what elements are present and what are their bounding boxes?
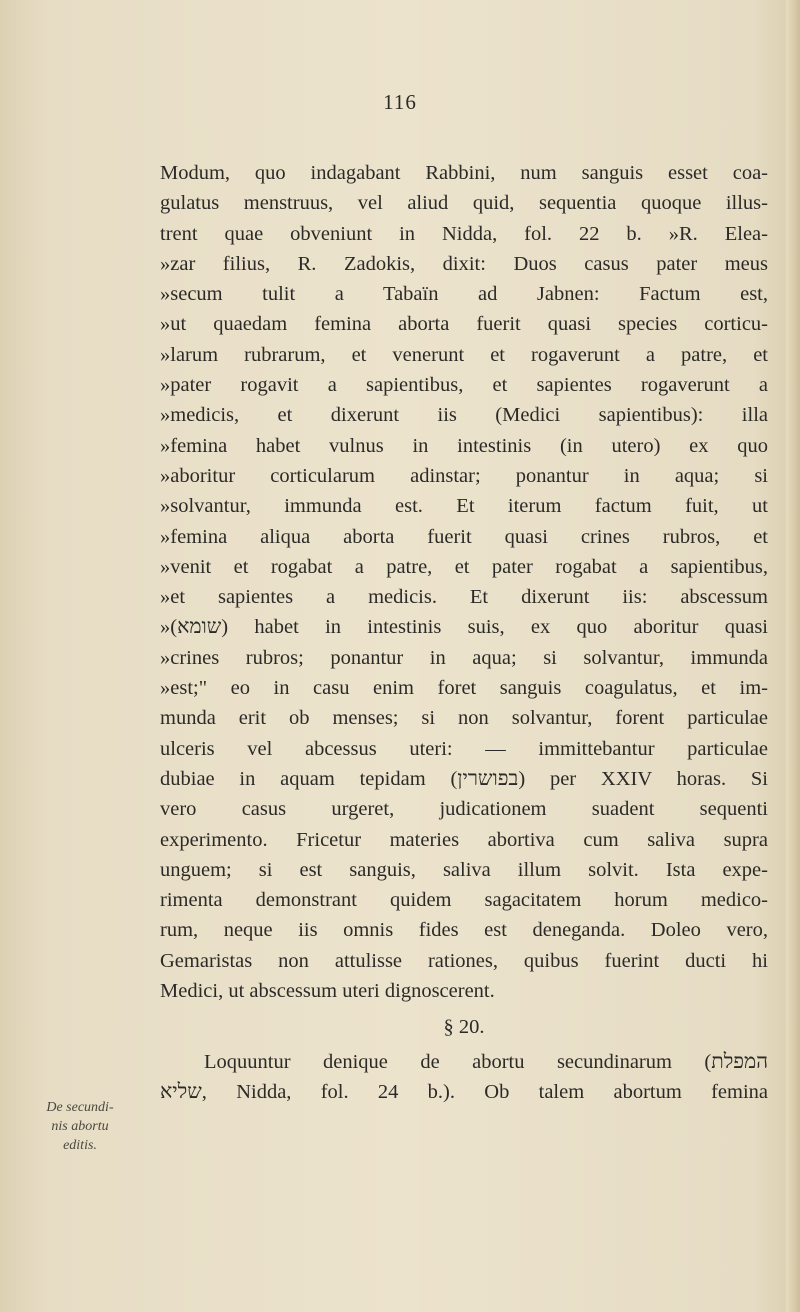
- text-line: »venit et rogabat a patre, et pater rogabat a sapientibus,: [160, 555, 768, 578]
- text-line: »femina aliqua aborta fuerit quasi crines rubros, et: [160, 525, 768, 548]
- margin-note: [30, 1098, 130, 1155]
- text-line: munda erit ob menses; si non solvantur, forent particulae: [160, 707, 768, 730]
- text-line: unguem; si est sanguis, saliva illum solvit. Ista expe-: [160, 858, 768, 881]
- body-text: [160, 158, 768, 1107]
- text-line: Modum, quo indagabant Rabbini, num sanguis esset coa-: [160, 162, 768, 184]
- text-line: »femina habet vulnus in intestinis (in utero) ex quo: [160, 434, 768, 457]
- text-line: rum, neque iis omnis fides est deneganda. Doleo vero,: [160, 919, 768, 942]
- text-line: vero casus urgeret, judicationem suadent sequenti: [160, 798, 768, 821]
- text-line: gulatus menstruus, vel aliud quid, sequentia quoque illus-: [160, 192, 768, 215]
- text-line: ulceris vel abcessus uteri: — immittebantur particulae: [160, 737, 768, 760]
- text-line: »medicis, et dixerunt iis (Medici sapientibus): illa: [160, 404, 768, 427]
- text-line: »(שומא) habet in intestinis suis, ex quo aboritur quasi: [160, 616, 768, 639]
- text-line: Medici, ut abscessum uteri dignoscerent.: [160, 980, 495, 1003]
- text-line: »ut quaedam femina aborta fuerit quasi species corticu-: [160, 313, 768, 336]
- section-heading: § 20.: [443, 1016, 485, 1039]
- text-line: »crines rubros; ponantur in aqua; si solvantur, immunda: [160, 646, 768, 669]
- section-text-line: שליא, Nidda, fol. 24 b.). Ob talem abortum femina: [160, 1080, 768, 1103]
- text-line: rimenta demonstrant quidem sagacitatem horum medico-: [160, 889, 768, 912]
- text-line: dubiae in aquam tepidam (בפושרין) per XXIV horas. Si: [160, 767, 768, 790]
- text-line: »larum rubrarum, et venerunt et rogaverunt a patre, et: [160, 343, 768, 366]
- margin-note-line: nis abortu: [51, 1119, 109, 1134]
- text-line: Gemaristas non attulisse rationes, quibus fuerint ducti hi: [160, 949, 768, 972]
- text-line: trent quae obveniunt in Nidda, fol. 22 b. »R. Elea-: [160, 222, 768, 245]
- text-line: »et sapientes a medicis. Et dixerunt iis: abscessum: [160, 586, 768, 609]
- page-number: 116: [383, 90, 417, 114]
- margin-note-line: De secundi-: [46, 1100, 114, 1115]
- page-edge-shadow: [786, 0, 800, 1312]
- text-line: »solvantur, immunda est. Et iterum factum fuit, ut: [160, 495, 768, 518]
- text-line: »pater rogavit a sapientibus, et sapientes rogaverunt a: [160, 374, 768, 397]
- margin-note-line: editis.: [63, 1138, 97, 1153]
- text-line: experimento. Fricetur materies abortiva cum saliva supra: [160, 828, 768, 851]
- section-text-line: Loquuntur denique de abortu secundinarum (המפלת: [204, 1050, 768, 1073]
- text-line: »est;" eo in casu enim foret sanguis coagulatus, et im-: [160, 677, 768, 700]
- text-line: »zar filius, R. Zadokis, dixit: Duos casus pater meus: [160, 252, 768, 275]
- text-line: »secum tulit a Tabaïn ad Jabnen: Factum est,: [160, 283, 768, 306]
- text-line: »aboritur corticularum adinstar; ponantur in aqua; si: [160, 464, 768, 487]
